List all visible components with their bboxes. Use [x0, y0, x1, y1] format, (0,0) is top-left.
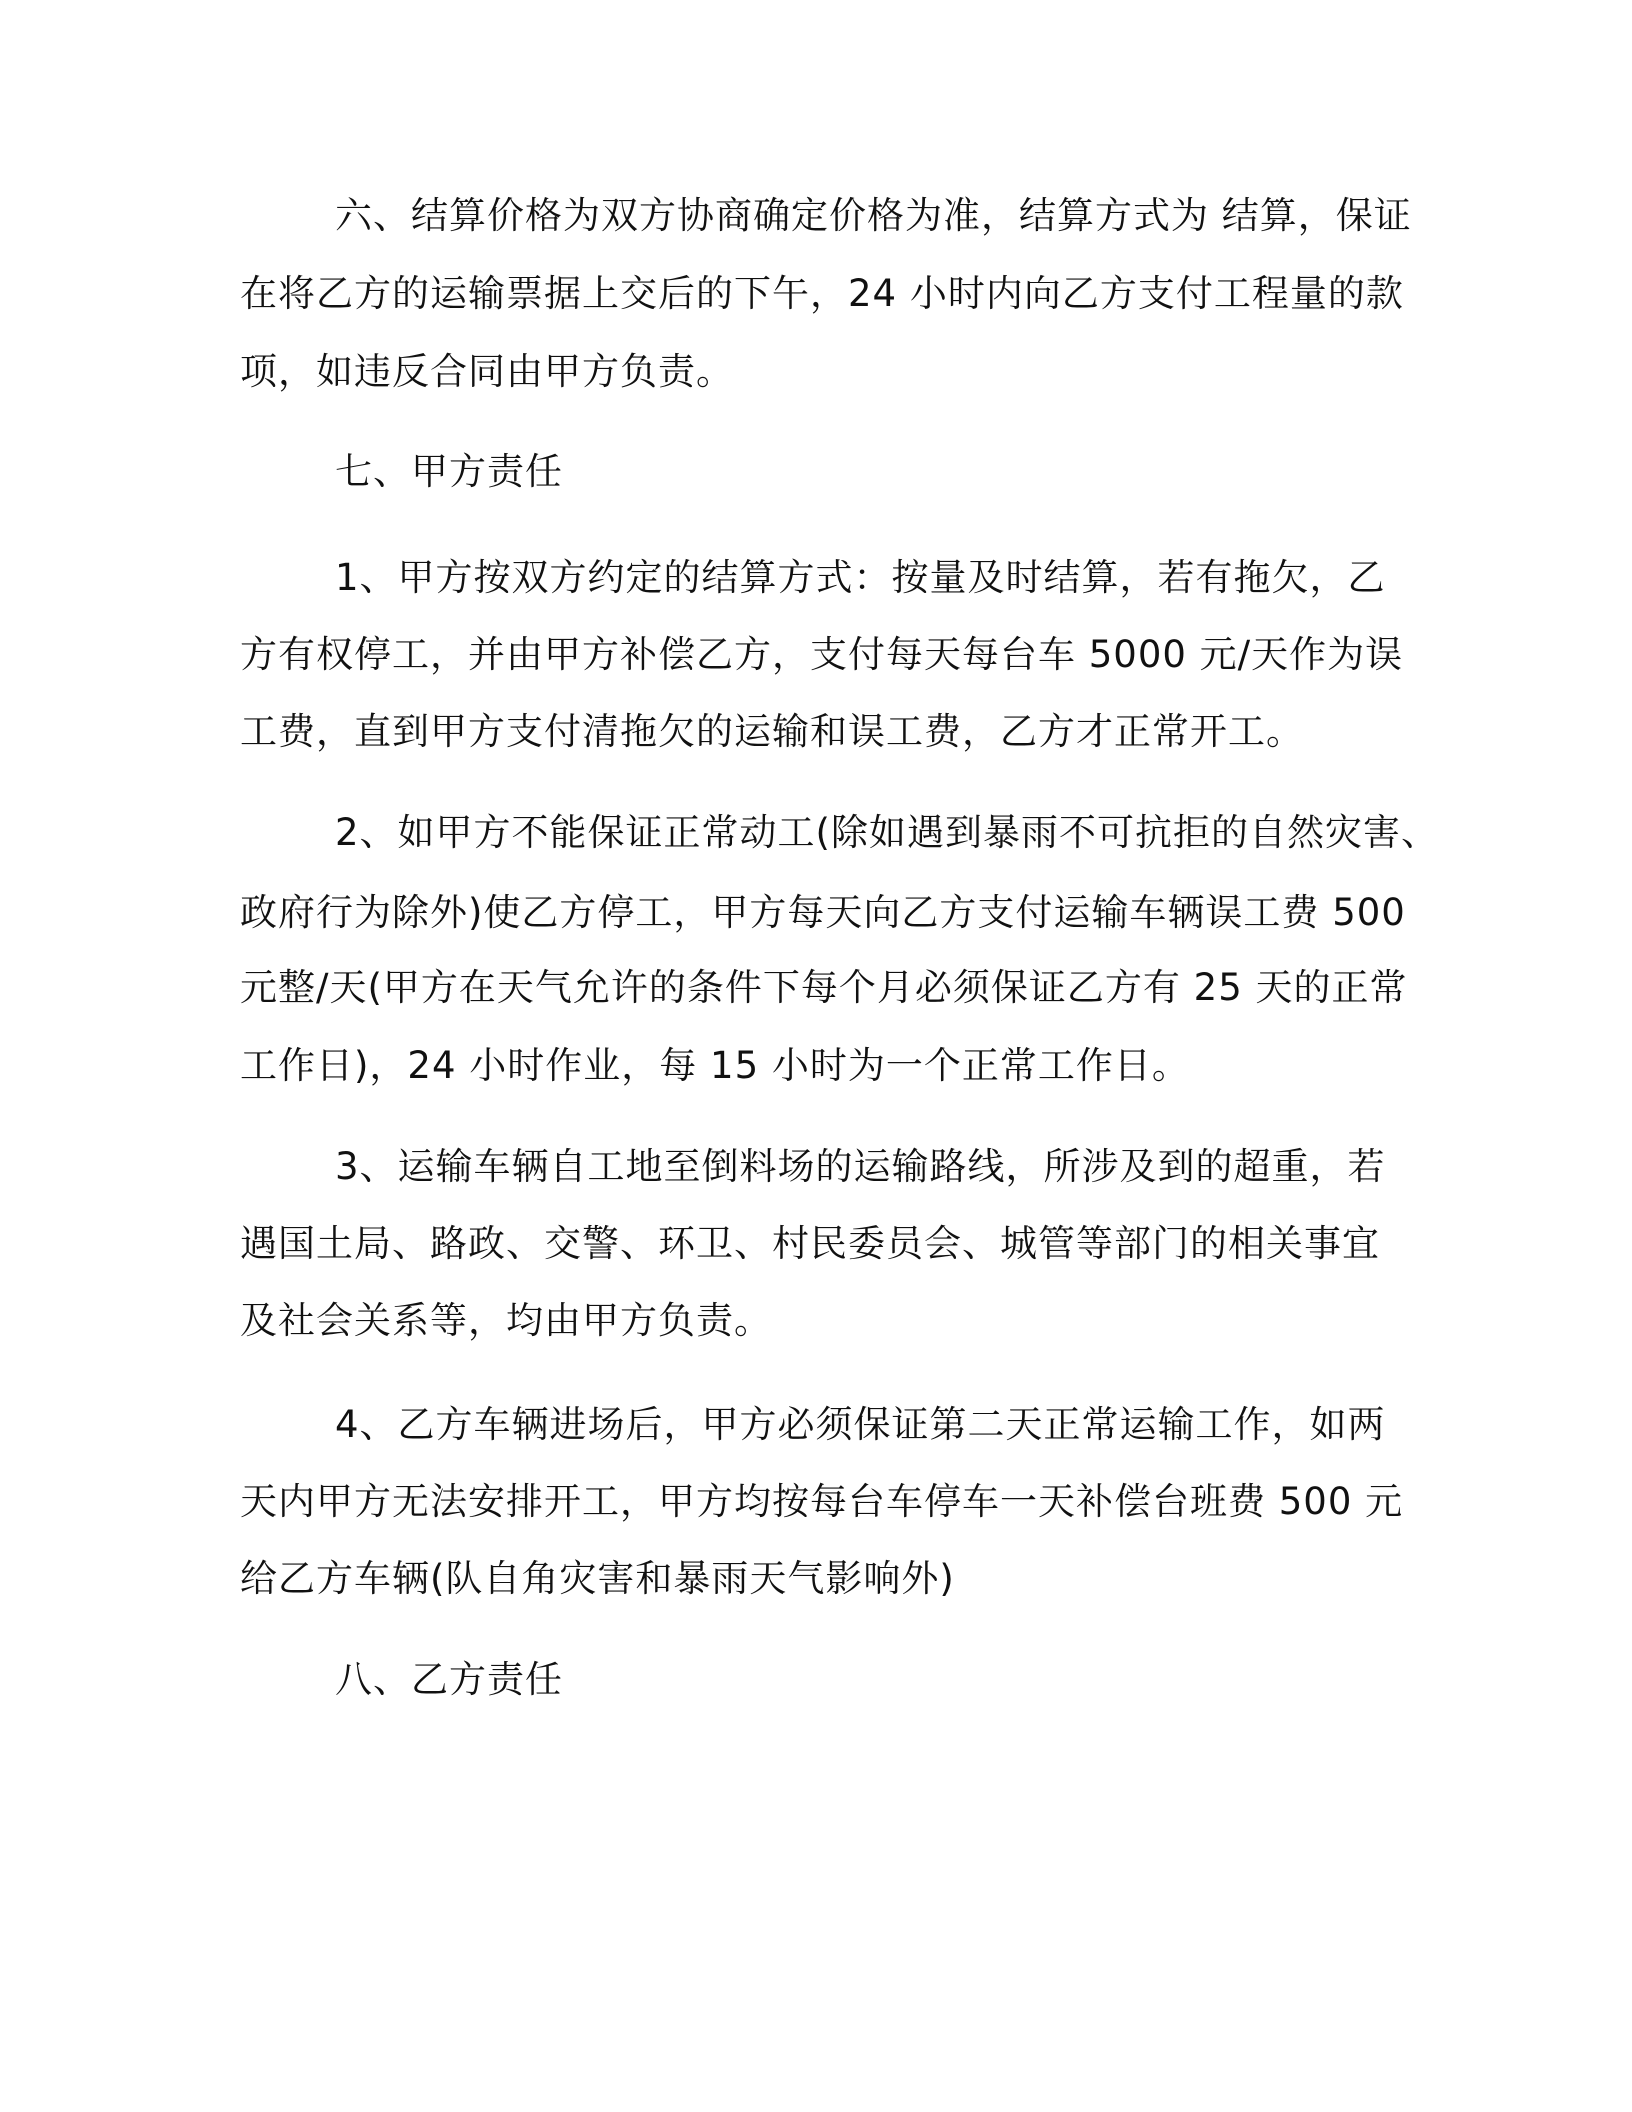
section-6-line-1: 六、结算价格为双方协商确定价格为准，结算方式为 结算，保证 — [335, 194, 1412, 237]
section-7-heading: 七、甲方责任 — [335, 450, 563, 493]
item-2-line-1: 2、如甲方不能保证正常动工(除如遇到暴雨不可抗拒的自然灾害、 — [335, 811, 1439, 854]
item-1-line-2: 方有权停工，并由甲方补偿乙方，支付每天每台车 5000 元/天作为误 — [240, 633, 1404, 676]
item-2-line-4: 工作日)，24 小时作业，每 15 小时为一个正常工作日。 — [240, 1044, 1190, 1087]
section-8-heading: 八、乙方责任 — [335, 1658, 563, 1701]
section-6-line-3: 项，如违反合同由甲方负责。 — [240, 350, 734, 393]
item-2-line-2: 政府行为除外)使乙方停工，甲方每天向乙方支付运输车辆误工费 500 — [240, 891, 1406, 934]
item-4-line-3: 给乙方车辆(队自角灾害和暴雨天气影响外) — [240, 1557, 955, 1600]
item-2-line-3: 元整/天(甲方在天气允许的条件下每个月必须保证乙方有 25 天的正常 — [240, 966, 1408, 1009]
item-1-line-3: 工费，直到甲方支付清拖欠的运输和误工费，乙方才正常开工。 — [240, 710, 1304, 753]
item-1-line-1: 1、甲方按双方约定的结算方式：按量及时结算，若有拖欠，乙 — [335, 556, 1386, 599]
item-4-line-1: 4、乙方车辆进场后，甲方必须保证第二天正常运输工作，如两 — [335, 1403, 1386, 1446]
item-3-line-2: 遇国土局、路政、交警、环卫、村民委员会、城管等部门的相关事宜 — [240, 1222, 1380, 1265]
item-3-line-1: 3、运输车辆自工地至倒料场的运输路线，所涉及到的超重，若 — [335, 1145, 1386, 1188]
item-3-line-3: 及社会关系等，均由甲方负责。 — [240, 1299, 772, 1342]
section-6-line-2: 在将乙方的运输票据上交后的下午，24 小时内向乙方支付工程量的款 — [240, 272, 1404, 315]
item-4-line-2: 天内甲方无法安排开工，甲方均按每台车停车一天补偿台班费 500 元 — [240, 1480, 1404, 1523]
